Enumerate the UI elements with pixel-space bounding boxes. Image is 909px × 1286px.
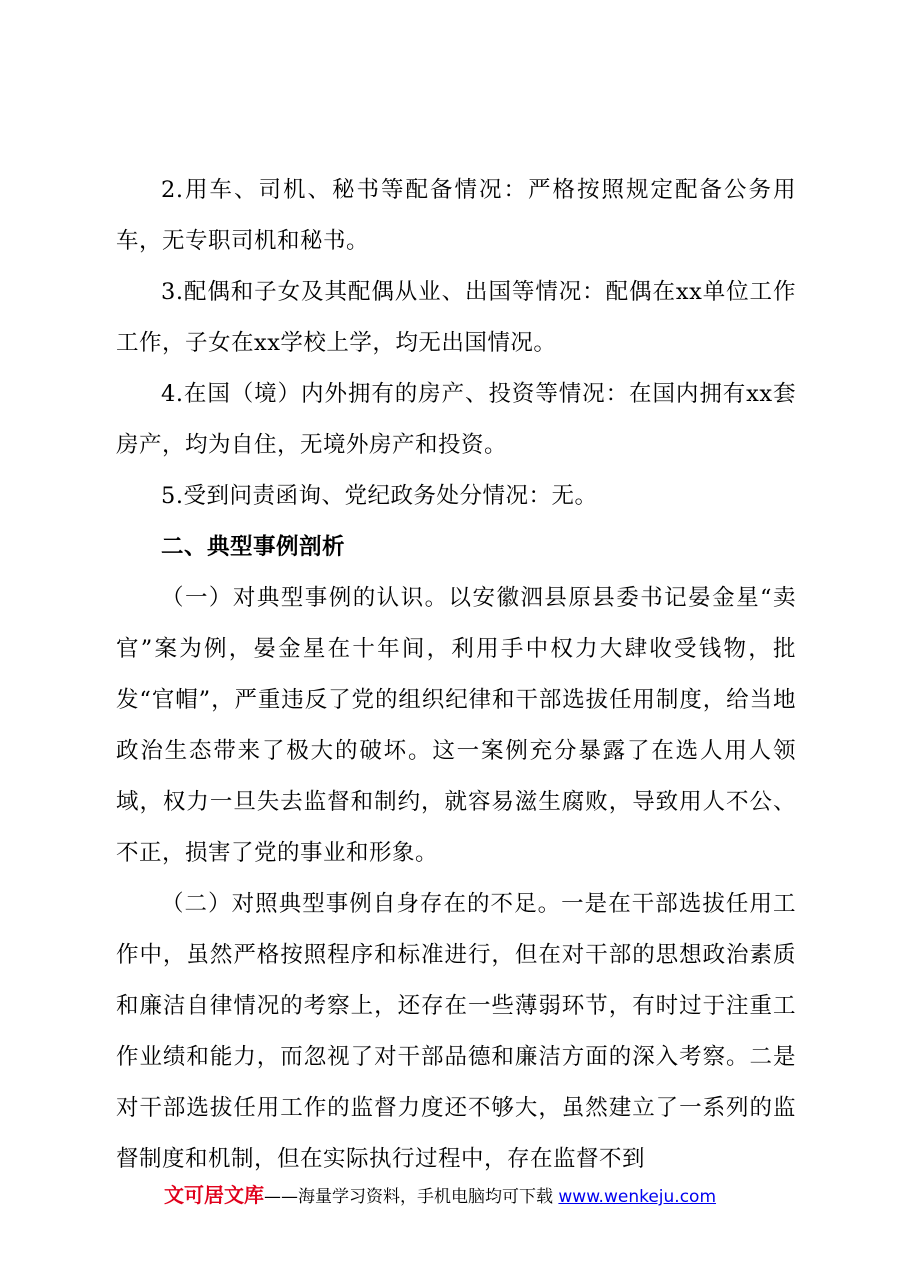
paragraph-item-5: 5.受到问责函询、党纪政务处分情况：无。 (161, 483, 598, 509)
paragraph-case-understanding: （一）对典型事例的认识。以安徽泗县原县委书记晏金星“卖官”案为例，晏金星在十年间，利用手中权力大肆收受钱物，批发“官帽”，严重违反了党的组织纪律和干部选拔任用制度，给当地政治生态带来了极大的破坏。这一案例充分暴露了在选人用人领域，权力一旦失去监督和制约，就容易滋生腐败，导致用人不公、不正，损害了党的事业和形象。 (116, 585, 796, 866)
footer-banner (164, 1181, 814, 1211)
section-heading: 二、典型事例剖析 (161, 534, 346, 560)
paragraph-item-4: 4.在国（境）内外拥有的房产、投资等情况：在国内拥有xx套房产，均为自住，无境外房产和投资。 (116, 381, 796, 458)
brand-name: 文可居文库 (164, 1183, 264, 1207)
paragraph-item-3: 3.配偶和子女及其配偶从业、出国等情况：配偶在xx单位工作工作，子女在xx学校上学，均无出国情况。 (116, 279, 796, 356)
website-link[interactable]: www.wenkeju.com (558, 1187, 717, 1207)
paragraph-item-2: 2.用车、司机、秘书等配备情况：严格按照规定配备公务用车，无专职司机和秘书。 (116, 177, 796, 254)
document-body (116, 165, 796, 1185)
paragraph-shortcomings: （二）对照典型事例自身存在的不足。一是在干部选拔任用工作中，虽然严格按照程序和标准进行，但在对干部的思想政治素质和廉洁自律情况的考察上，还存在一些薄弱环节，有时过于注重工作业绩和能力，而忽视了对干部品德和廉洁方面的深入考察。二是对干部选拔任用工作的监督力度还不够大，虽然建立了一系列的监督制度和机制，但在实际执行过程中，存在监督不到 (116, 891, 796, 1172)
footer-slogan: ——海量学习资料，手机电脑均可下载 (264, 1187, 553, 1207)
